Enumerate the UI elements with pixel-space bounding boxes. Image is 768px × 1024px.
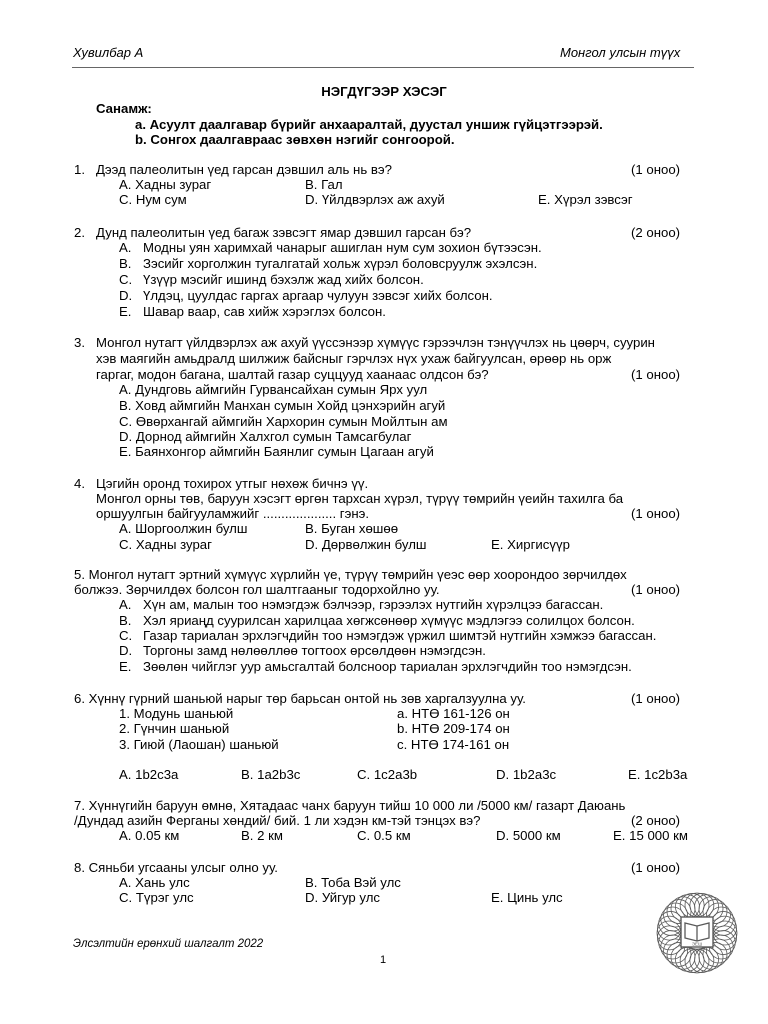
q7-options xyxy=(0,828,768,844)
q3-points: (1 оноо) xyxy=(631,367,681,382)
q8-text: 8. Сяньби угсааны улсыг олно уу. xyxy=(74,860,278,875)
svg-text:ЭЕШ: ЭЕШ xyxy=(691,941,703,947)
q1-option-b[interactable]: B. Гал xyxy=(305,177,343,192)
q2-option-a[interactable] xyxy=(0,240,768,256)
q2-option-e-text: Шавар ваар, сав хийж хэрэглэх болсон. xyxy=(143,304,386,319)
page-number: 1 xyxy=(380,954,387,966)
q5-option-e-letter: E. xyxy=(119,659,132,674)
q8-option-b[interactable]: B. Тоба Вэй улс xyxy=(305,875,401,890)
q4-text: Цэгийн оронд тохирох утгыг нөхөж бичнэ үү. xyxy=(96,476,369,491)
q4-line1: Монгол орны төв, баруун хэсэгт өргөн тархсан хүрэл, түрүү төмрийн үеийн тахилга ба xyxy=(96,491,624,506)
q2-option-d-text: Үлдэц, цуулдас гаргах аргаар чулуун зэвсэг хийх болсон. xyxy=(143,288,493,303)
q5-option-b-letter: B. xyxy=(119,613,132,628)
q8-option-e[interactable]: E. Цинь улс xyxy=(491,890,563,905)
q4-option-c[interactable]: C. Хадны зураг xyxy=(119,537,212,552)
header-subject: Монгол улсын түүх xyxy=(560,45,681,60)
q2-points: (2 оноо) xyxy=(631,225,681,240)
q5-option-d-letter: D. xyxy=(119,643,133,658)
q2-text: Дунд палеолитын үед багаж зэвсэгт ямар дэвшил гарсан бэ? xyxy=(96,225,472,240)
q2-number: 2. xyxy=(74,225,85,240)
note-label: Санамж: xyxy=(96,101,152,116)
q6-option-a[interactable]: A. 1b2c3a xyxy=(119,767,179,782)
q1-number: 1. xyxy=(74,162,85,177)
q1-option-d[interactable]: D. Үйлдвэрлэх аж ахуй xyxy=(305,192,445,207)
q3-line3-row xyxy=(0,367,768,383)
q1-points: (1 оноо) xyxy=(631,162,681,177)
q8-option-d[interactable]: D. Уйгур улс xyxy=(305,890,381,905)
q6-date-a: a. НТӨ 161-126 он xyxy=(397,706,510,721)
q3-option-a[interactable]: A. Дундговь аймгийн Гурвансайхан сумын Ярх уул xyxy=(119,382,428,397)
q7-option-c[interactable]: C. 0.5 км xyxy=(357,828,411,843)
q6-date-b: b. НТӨ 209-174 он xyxy=(397,721,510,736)
q7-option-d[interactable]: D. 5000 км xyxy=(496,828,561,843)
q6-points: (1 оноо) xyxy=(631,691,681,706)
q1-option-e[interactable]: E. Хүрэл зэвсэг xyxy=(538,192,633,207)
q7-line2: /Дундад азийн Ферганы хөндий/ бий. 1 ли хэдэн км-тэй тэнцэх вэ? xyxy=(74,813,481,828)
footer-exam-name: Элсэлтийн ерөнхий шалгалт 2022 xyxy=(73,938,264,950)
q4-number: 4. xyxy=(74,476,85,491)
q5-option-c-text: Газар тариалан эрхлэгчдийн тоо нэмэгдэж үржил шимтэй нутгийн хэмжээ багассан. xyxy=(143,628,657,643)
q2-option-c-text: Үзүүр мэсийг ишинд бэхэлж жад хийх болсон. xyxy=(143,272,424,287)
q1-option-c[interactable]: C. Нум сум xyxy=(119,192,187,207)
q6-match-row2 xyxy=(0,721,768,737)
q5-option-e[interactable] xyxy=(0,659,768,675)
q2-option-c[interactable] xyxy=(0,272,768,288)
q3-option-e-row xyxy=(0,444,768,460)
exam-seal-icon xyxy=(654,890,740,976)
q4-options-row1 xyxy=(0,521,768,537)
q6-text: 6. Хүннү гүрний шаньюй нарыг төр барьсан онтой нь зөв харгалзуулна уу. xyxy=(74,691,526,706)
q4-line2: оршуулгын байгууламжийг .................... гэнэ. xyxy=(96,506,370,521)
q5-option-d[interactable] xyxy=(0,643,768,659)
q6-option-c[interactable]: C. 1c2a3b xyxy=(357,767,418,782)
q8-option-c[interactable]: C. Түрэг улс xyxy=(119,890,194,905)
q5-option-b[interactable] xyxy=(0,613,768,629)
q7-option-a[interactable]: A. 0.05 км xyxy=(119,828,180,843)
q5-option-a-letter: A. xyxy=(119,597,132,612)
q1-options-row2 xyxy=(0,192,768,208)
q2-option-e-letter: E. xyxy=(119,304,132,319)
q5-line2: болжээ. Зөрчилдөх болсон гол шалтгааныг тодорхойлно уу. xyxy=(74,582,440,597)
q5-option-d-text: Торгоны замд нөлөөллөө тогтоох өрсөлдөөн нэмэгдсэн. xyxy=(143,643,486,658)
q3-line2: хэв маягийн амьдралд шилжиж байсныг гэрчлэх нүх ухаж байгуулсан, өрөөр нь орж xyxy=(96,351,612,366)
q5-option-a-text: Хүн ам, малын тоо нэмэгдэж бэлчээр, гэрээлэх нутгийн хүрэлцээ багассан. xyxy=(143,597,604,612)
question-6 xyxy=(0,691,768,707)
q8-options-row1 xyxy=(0,875,768,891)
q5-line2-row xyxy=(0,582,768,598)
q2-option-a-letter: A. xyxy=(119,240,132,255)
q4-points: (1 оноо) xyxy=(631,506,681,521)
q3-option-a-row xyxy=(0,382,768,398)
q4-option-a[interactable]: A. Шоргоолжин булш xyxy=(119,521,248,536)
q3-line1: Монгол нутагт үйлдвэрлэх аж ахуй үүссэнээр хүмүүс гэрээчлэн тэнүүчлэх нь цөөрч, суурин xyxy=(96,335,655,350)
q1-option-a[interactable]: A. Хадны зураг xyxy=(119,177,212,192)
q5-option-e-text: Зөөлөн чийглэг уур амьсгалтай болсноор тариалан эрхлэгчдийн тоо нэмэгдсэн. xyxy=(143,659,632,674)
question-4 xyxy=(0,476,768,492)
header-variant: Хувилбар А xyxy=(73,45,144,60)
q7-option-b[interactable]: B. 2 км xyxy=(241,828,283,843)
q2-option-d[interactable] xyxy=(0,288,768,304)
q4-option-e[interactable]: E. Хиргисүүр xyxy=(491,537,570,552)
question-2 xyxy=(0,225,768,241)
q2-option-a-text: Модны уян харимхай чанарыг ашиглан нум сум зохион бүтээсэн. xyxy=(143,240,542,255)
q6-date-c: c. НТӨ 174-161 он xyxy=(397,737,510,752)
q3-option-d-row xyxy=(0,429,768,445)
q6-ruler-2: 2. Гүнчин шаньюй xyxy=(119,721,230,736)
q4-option-b[interactable]: B. Буган хөшөө xyxy=(305,521,399,536)
q8-points: (1 оноо) xyxy=(631,860,681,875)
note-a: a. Асуулт даалгавар бүрийг анхааралтай, дуустал уншиж гүйцэтгээрэй. xyxy=(135,117,603,132)
q8-option-a[interactable]: A. Хань улс xyxy=(119,875,190,890)
q3-option-b-row xyxy=(0,398,768,414)
q7-line2-row xyxy=(0,813,768,829)
q6-match-row3 xyxy=(0,737,768,753)
section-title: НЭГДҮГЭЭР ХЭСЭГ xyxy=(321,84,447,99)
q6-options xyxy=(0,767,768,783)
q4-option-d[interactable]: D. Дөрвөлжин булш xyxy=(305,537,427,552)
q7-option-e[interactable]: E. 15 000 км xyxy=(613,828,688,843)
q3-option-b[interactable]: B. Ховд аймгийн Манхан сумын Хойд цэнхэрийн агуй xyxy=(119,398,446,413)
q1-text: Дээд палеолитын үед гарсан дэвшил аль нь вэ? xyxy=(96,162,392,177)
q6-match-row1 xyxy=(0,706,768,722)
q5-line1: 5. Монгол нутагт эртний хүмүүс хүрлийн үе, түрүү төмрийн үеэс өөр хоорондоо зөрчилдөх xyxy=(74,567,627,582)
q2-option-d-letter: D. xyxy=(119,288,133,303)
q6-ruler-1: 1. Модунь шаньюй xyxy=(119,706,234,721)
q2-option-b-letter: B. xyxy=(119,256,132,271)
q2-option-c-letter: C. xyxy=(119,272,133,287)
q2-option-b-text: Зэсийг хорголжин тугалгатай хольж хүрэл боловсруулж эхэлсэн. xyxy=(143,256,538,271)
q3-option-c[interactable]: C. Өвөрхангай аймгийн Хархорин сумын Мойлтын ам xyxy=(119,414,448,429)
q7-points: (2 оноо) xyxy=(631,813,681,828)
q7-line1: 7. Хүннүгийн баруун өмнө, Хятадаас чанх баруун тийш 10 000 ли /5000 км/ газарт Даюань xyxy=(74,798,626,813)
q3-line3: гаргаг, модон багана, шалтай газар суццууд хаанаас олдсон бэ? xyxy=(96,367,489,382)
q5-points: (1 оноо) xyxy=(631,582,681,597)
header-divider xyxy=(72,67,694,68)
q3-option-d[interactable]: D. Дорнод аймгийн Халхгол сумын Тамсагбулаг xyxy=(119,429,412,444)
q3-number: 3. xyxy=(74,335,85,350)
q6-ruler-3: 3. Гиюй (Лаошан) шаньюй xyxy=(119,737,279,752)
q6-option-b[interactable]: B. 1a2b3c xyxy=(241,767,301,782)
note-b: b. Сонгох даалгавраас зөвхөн нэгийг сонгоорой. xyxy=(135,132,455,147)
question-8 xyxy=(0,860,768,876)
q3-option-e[interactable]: E. Баянхонгор аймгийн Баянлиг сумын Цагаан агуй xyxy=(119,444,434,459)
q2-option-e[interactable] xyxy=(0,304,768,320)
q2-option-b[interactable] xyxy=(0,256,768,272)
q3-option-c-row xyxy=(0,414,768,430)
q5-option-c[interactable] xyxy=(0,628,768,644)
q8-options-row2 xyxy=(0,890,768,906)
q6-option-e[interactable]: E. 1c2b3a xyxy=(628,767,688,782)
q6-option-d[interactable]: D. 1b2a3c xyxy=(496,767,557,782)
q5-option-b-text: Хэл яриаңд суурилсан харилцаа хөгжсөнөөр хүмүүс мэдлэгээ солилцох болсон. xyxy=(143,613,635,628)
q4-options-row2 xyxy=(0,537,768,553)
q4-line2-row xyxy=(0,506,768,522)
question-1 xyxy=(0,162,768,178)
q5-option-c-letter: C. xyxy=(119,628,133,643)
q1-options-row1 xyxy=(0,177,768,193)
q5-option-a[interactable] xyxy=(0,597,768,613)
